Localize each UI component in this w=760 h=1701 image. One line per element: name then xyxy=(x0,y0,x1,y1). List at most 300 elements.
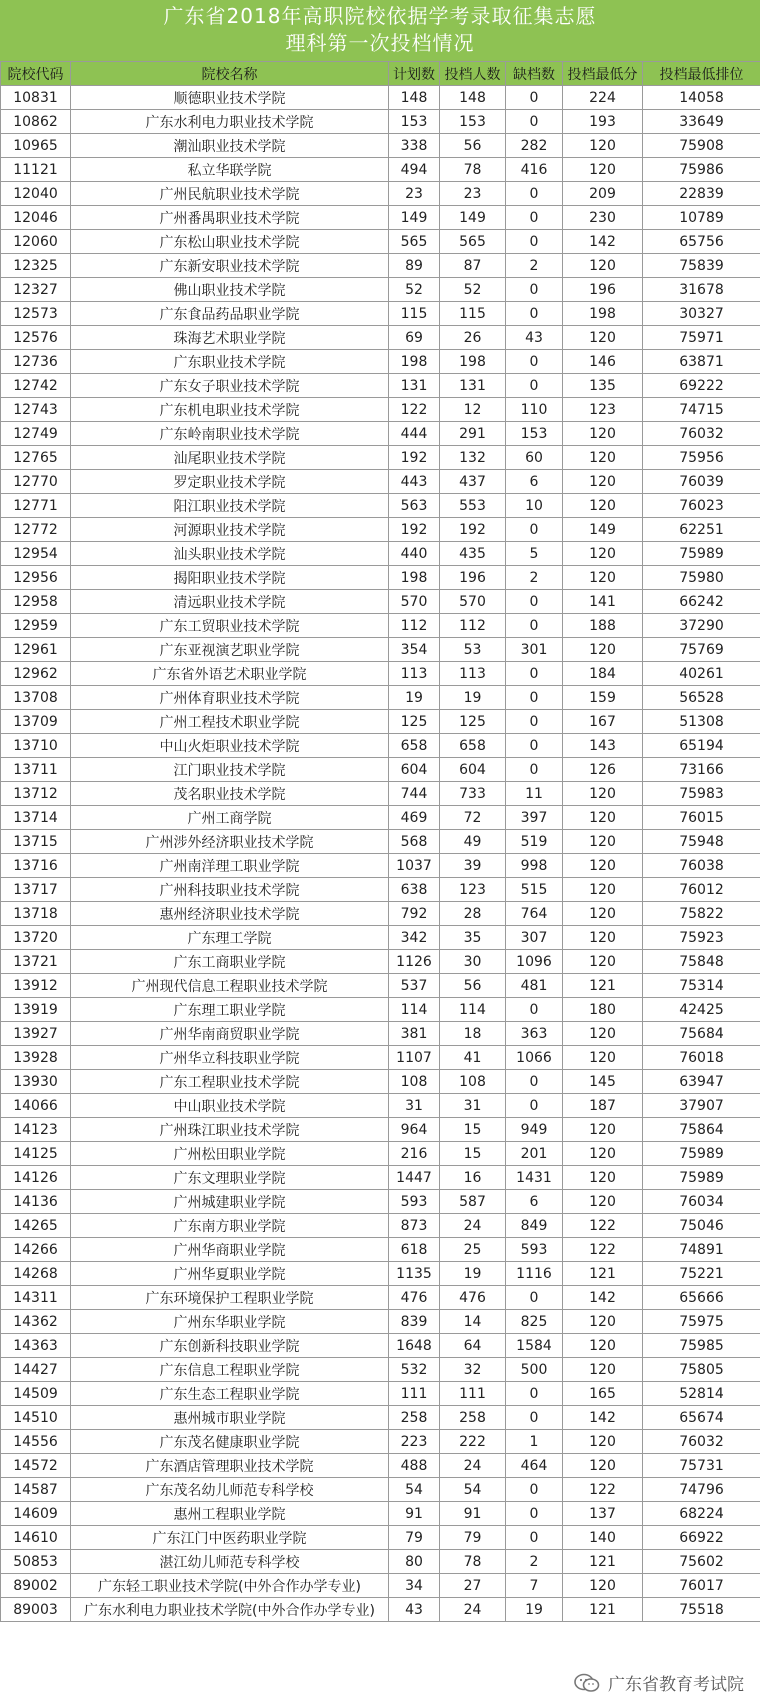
cell-plan-count: 354 xyxy=(389,638,440,662)
cell-school-code: 14266 xyxy=(1,1238,71,1262)
cell-min-score: 120 xyxy=(563,422,643,446)
table-row xyxy=(1,878,760,902)
cell-school-code: 10965 xyxy=(1,134,71,158)
cell-school-name: 广东信息工程职业学院 xyxy=(71,1358,389,1382)
cell-plan-count: 494 xyxy=(389,158,440,182)
cell-school-code: 14610 xyxy=(1,1526,71,1550)
cell-plan-count: 131 xyxy=(389,374,440,398)
cell-admitted-count: 18 xyxy=(440,1022,506,1046)
cell-school-code: 13711 xyxy=(1,758,71,782)
header-min-rank: 投档最低排位 xyxy=(643,62,760,86)
cell-plan-count: 79 xyxy=(389,1526,440,1550)
cell-min-score: 120 xyxy=(563,1454,643,1478)
cell-school-name: 汕尾职业技术学院 xyxy=(71,446,389,470)
cell-min-rank: 14058 xyxy=(643,86,760,110)
table-row xyxy=(1,1238,760,1262)
cell-admitted-count: 64 xyxy=(440,1334,506,1358)
title-banner xyxy=(0,0,760,61)
cell-school-name: 广州城建职业学院 xyxy=(71,1190,389,1214)
cell-shortfall-count: 1 xyxy=(506,1430,563,1454)
cell-plan-count: 1135 xyxy=(389,1262,440,1286)
cell-plan-count: 532 xyxy=(389,1358,440,1382)
cell-plan-count: 125 xyxy=(389,710,440,734)
cell-shortfall-count: 515 xyxy=(506,878,563,902)
cell-min-score: 142 xyxy=(563,1286,643,1310)
cell-shortfall-count: 282 xyxy=(506,134,563,158)
cell-shortfall-count: 153 xyxy=(506,422,563,446)
cell-admitted-count: 437 xyxy=(440,470,506,494)
cell-min-score: 187 xyxy=(563,1094,643,1118)
cell-min-score: 120 xyxy=(563,134,643,158)
cell-plan-count: 604 xyxy=(389,758,440,782)
cell-school-code: 13717 xyxy=(1,878,71,902)
cell-plan-count: 469 xyxy=(389,806,440,830)
table-row xyxy=(1,254,760,278)
cell-plan-count: 153 xyxy=(389,110,440,134)
cell-min-rank: 75989 xyxy=(643,1142,760,1166)
cell-min-score: 141 xyxy=(563,590,643,614)
cell-plan-count: 568 xyxy=(389,830,440,854)
cell-plan-count: 216 xyxy=(389,1142,440,1166)
cell-min-score: 165 xyxy=(563,1382,643,1406)
cell-school-code: 13930 xyxy=(1,1070,71,1094)
cell-school-code: 12736 xyxy=(1,350,71,374)
table-row xyxy=(1,1334,760,1358)
cell-school-code: 14427 xyxy=(1,1358,71,1382)
cell-admitted-count: 31 xyxy=(440,1094,506,1118)
cell-shortfall-count: 0 xyxy=(506,590,563,614)
cell-school-name: 广州体育职业技术学院 xyxy=(71,686,389,710)
cell-min-score: 120 xyxy=(563,1166,643,1190)
table-row xyxy=(1,1502,760,1526)
cell-school-code: 14265 xyxy=(1,1214,71,1238)
cell-plan-count: 148 xyxy=(389,86,440,110)
cell-min-score: 198 xyxy=(563,302,643,326)
cell-shortfall-count: 519 xyxy=(506,830,563,854)
cell-plan-count: 1107 xyxy=(389,1046,440,1070)
cell-shortfall-count: 416 xyxy=(506,158,563,182)
cell-school-name: 广东亚视演艺职业学院 xyxy=(71,638,389,662)
cell-min-score: 120 xyxy=(563,1118,643,1142)
cell-school-name: 广东职业技术学院 xyxy=(71,350,389,374)
cell-shortfall-count: 998 xyxy=(506,854,563,878)
cell-school-code: 12771 xyxy=(1,494,71,518)
footer xyxy=(0,1664,760,1701)
cell-school-code: 12060 xyxy=(1,230,71,254)
cell-min-score: 120 xyxy=(563,1358,643,1382)
cell-plan-count: 873 xyxy=(389,1214,440,1238)
cell-school-name: 广州珠江职业技术学院 xyxy=(71,1118,389,1142)
cell-shortfall-count: 397 xyxy=(506,806,563,830)
cell-school-code: 14268 xyxy=(1,1262,71,1286)
cell-school-code: 13720 xyxy=(1,926,71,950)
cell-min-rank: 66922 xyxy=(643,1526,760,1550)
cell-min-score: 137 xyxy=(563,1502,643,1526)
cell-plan-count: 113 xyxy=(389,662,440,686)
cell-plan-count: 89 xyxy=(389,254,440,278)
cell-min-rank: 37907 xyxy=(643,1094,760,1118)
cell-min-score: 121 xyxy=(563,1598,643,1622)
cell-school-code: 12742 xyxy=(1,374,71,398)
cell-min-score: 142 xyxy=(563,230,643,254)
cell-min-score: 209 xyxy=(563,182,643,206)
cell-school-name: 阳江职业技术学院 xyxy=(71,494,389,518)
cell-plan-count: 440 xyxy=(389,542,440,566)
cell-min-rank: 33649 xyxy=(643,110,760,134)
cell-plan-count: 54 xyxy=(389,1478,440,1502)
table-row xyxy=(1,422,760,446)
cell-admitted-count: 78 xyxy=(440,158,506,182)
cell-school-code: 12325 xyxy=(1,254,71,278)
table-row xyxy=(1,1382,760,1406)
table-row xyxy=(1,542,760,566)
cell-min-score: 184 xyxy=(563,662,643,686)
cell-min-rank: 75980 xyxy=(643,566,760,590)
admission-table xyxy=(0,61,760,1622)
table-row xyxy=(1,1310,760,1334)
cell-plan-count: 1648 xyxy=(389,1334,440,1358)
cell-plan-count: 80 xyxy=(389,1550,440,1574)
cell-school-name: 广州东华职业学院 xyxy=(71,1310,389,1334)
cell-min-score: 120 xyxy=(563,470,643,494)
table-row xyxy=(1,518,760,542)
cell-admitted-count: 222 xyxy=(440,1430,506,1454)
cell-admitted-count: 72 xyxy=(440,806,506,830)
cell-min-score: 120 xyxy=(563,494,643,518)
cell-shortfall-count: 0 xyxy=(506,614,563,638)
cell-shortfall-count: 0 xyxy=(506,710,563,734)
cell-school-name: 广东工商职业学院 xyxy=(71,950,389,974)
cell-min-rank: 76032 xyxy=(643,422,760,446)
cell-school-name: 广东轻工职业技术学院(中外合作办学专业) xyxy=(71,1574,389,1598)
table-row xyxy=(1,1046,760,1070)
table-row xyxy=(1,1430,760,1454)
cell-min-rank: 75986 xyxy=(643,158,760,182)
cell-school-code: 89003 xyxy=(1,1598,71,1622)
cell-school-code: 14125 xyxy=(1,1142,71,1166)
cell-admitted-count: 198 xyxy=(440,350,506,374)
cell-min-rank: 65194 xyxy=(643,734,760,758)
table-row xyxy=(1,614,760,638)
cell-min-rank: 68224 xyxy=(643,1502,760,1526)
cell-admitted-count: 16 xyxy=(440,1166,506,1190)
cell-min-score: 120 xyxy=(563,326,643,350)
cell-admitted-count: 132 xyxy=(440,446,506,470)
cell-plan-count: 122 xyxy=(389,398,440,422)
table-row xyxy=(1,230,760,254)
cell-school-code: 12573 xyxy=(1,302,71,326)
cell-school-name: 广州民航职业技术学院 xyxy=(71,182,389,206)
cell-min-score: 140 xyxy=(563,1526,643,1550)
cell-admitted-count: 12 xyxy=(440,398,506,422)
cell-min-score: 123 xyxy=(563,398,643,422)
cell-shortfall-count: 0 xyxy=(506,182,563,206)
cell-admitted-count: 113 xyxy=(440,662,506,686)
cell-admitted-count: 30 xyxy=(440,950,506,974)
table-row xyxy=(1,374,760,398)
cell-min-rank: 75989 xyxy=(643,1166,760,1190)
cell-admitted-count: 14 xyxy=(440,1310,506,1334)
cell-plan-count: 223 xyxy=(389,1430,440,1454)
cell-plan-count: 839 xyxy=(389,1310,440,1334)
cell-school-code: 12959 xyxy=(1,614,71,638)
cell-school-code: 12958 xyxy=(1,590,71,614)
cell-min-rank: 75314 xyxy=(643,974,760,998)
table-row xyxy=(1,206,760,230)
cell-min-score: 120 xyxy=(563,1142,643,1166)
table-row xyxy=(1,1358,760,1382)
table-row xyxy=(1,1094,760,1118)
cell-shortfall-count: 0 xyxy=(506,302,563,326)
cell-shortfall-count: 307 xyxy=(506,926,563,950)
cell-min-score: 120 xyxy=(563,1430,643,1454)
cell-admitted-count: 79 xyxy=(440,1526,506,1550)
cell-shortfall-count: 0 xyxy=(506,1382,563,1406)
cell-plan-count: 115 xyxy=(389,302,440,326)
cell-plan-count: 1037 xyxy=(389,854,440,878)
cell-plan-count: 198 xyxy=(389,350,440,374)
cell-admitted-count: 114 xyxy=(440,998,506,1022)
cell-school-code: 13714 xyxy=(1,806,71,830)
cell-shortfall-count: 500 xyxy=(506,1358,563,1382)
cell-min-rank: 31678 xyxy=(643,278,760,302)
cell-plan-count: 443 xyxy=(389,470,440,494)
table-row xyxy=(1,1286,760,1310)
cell-school-code: 12046 xyxy=(1,206,71,230)
cell-admitted-count: 291 xyxy=(440,422,506,446)
cell-plan-count: 19 xyxy=(389,686,440,710)
cell-min-score: 180 xyxy=(563,998,643,1022)
cell-school-name: 惠州城市职业学院 xyxy=(71,1406,389,1430)
cell-school-code: 10831 xyxy=(1,86,71,110)
cell-admitted-count: 32 xyxy=(440,1358,506,1382)
cell-admitted-count: 56 xyxy=(440,134,506,158)
cell-plan-count: 23 xyxy=(389,182,440,206)
cell-shortfall-count: 0 xyxy=(506,734,563,758)
cell-admitted-count: 24 xyxy=(440,1214,506,1238)
cell-plan-count: 342 xyxy=(389,926,440,950)
cell-school-name: 珠海艺术职业学院 xyxy=(71,326,389,350)
cell-admitted-count: 23 xyxy=(440,182,506,206)
cell-min-rank: 75985 xyxy=(643,1334,760,1358)
cell-plan-count: 570 xyxy=(389,590,440,614)
cell-min-rank: 74796 xyxy=(643,1478,760,1502)
cell-shortfall-count: 0 xyxy=(506,758,563,782)
cell-min-rank: 76015 xyxy=(643,806,760,830)
cell-school-code: 12961 xyxy=(1,638,71,662)
cell-school-name: 广东水利电力职业技术学院 xyxy=(71,110,389,134)
table-row xyxy=(1,1214,760,1238)
cell-school-name: 广东松山职业技术学院 xyxy=(71,230,389,254)
cell-plan-count: 258 xyxy=(389,1406,440,1430)
table-row xyxy=(1,1406,760,1430)
cell-admitted-count: 108 xyxy=(440,1070,506,1094)
table-row xyxy=(1,1070,760,1094)
cell-admitted-count: 587 xyxy=(440,1190,506,1214)
header-school-name: 院校名称 xyxy=(71,62,389,86)
table-row xyxy=(1,1454,760,1478)
cell-plan-count: 964 xyxy=(389,1118,440,1142)
cell-admitted-count: 153 xyxy=(440,110,506,134)
cell-school-name: 惠州经济职业技术学院 xyxy=(71,902,389,926)
cell-plan-count: 43 xyxy=(389,1598,440,1622)
cell-shortfall-count: 6 xyxy=(506,1190,563,1214)
table-row xyxy=(1,902,760,926)
cell-min-rank: 75602 xyxy=(643,1550,760,1574)
cell-min-rank: 22839 xyxy=(643,182,760,206)
cell-shortfall-count: 1431 xyxy=(506,1166,563,1190)
cell-min-score: 120 xyxy=(563,1022,643,1046)
cell-school-name: 广东新安职业技术学院 xyxy=(71,254,389,278)
table-row xyxy=(1,1022,760,1046)
table-row xyxy=(1,302,760,326)
cell-shortfall-count: 0 xyxy=(506,1478,563,1502)
cell-school-name: 广东酒店管理职业技术学院 xyxy=(71,1454,389,1478)
cell-min-rank: 42425 xyxy=(643,998,760,1022)
table-row xyxy=(1,974,760,998)
cell-min-score: 230 xyxy=(563,206,643,230)
cell-school-code: 13708 xyxy=(1,686,71,710)
cell-min-score: 193 xyxy=(563,110,643,134)
cell-school-code: 13712 xyxy=(1,782,71,806)
cell-plan-count: 565 xyxy=(389,230,440,254)
cell-school-name: 广州华南商贸职业学院 xyxy=(71,1022,389,1046)
table-row xyxy=(1,326,760,350)
cell-school-name: 广州涉外经济职业技术学院 xyxy=(71,830,389,854)
cell-school-name: 广东生态工程职业学院 xyxy=(71,1382,389,1406)
cell-shortfall-count: 0 xyxy=(506,662,563,686)
cell-school-code: 13928 xyxy=(1,1046,71,1070)
cell-min-rank: 75769 xyxy=(643,638,760,662)
table-row xyxy=(1,1118,760,1142)
cell-shortfall-count: 1066 xyxy=(506,1046,563,1070)
cell-shortfall-count: 363 xyxy=(506,1022,563,1046)
cell-school-name: 佛山职业技术学院 xyxy=(71,278,389,302)
cell-min-rank: 37290 xyxy=(643,614,760,638)
cell-shortfall-count: 593 xyxy=(506,1238,563,1262)
cell-school-name: 广州松田职业学院 xyxy=(71,1142,389,1166)
cell-min-rank: 75731 xyxy=(643,1454,760,1478)
table-header-row xyxy=(1,62,760,86)
cell-shortfall-count: 0 xyxy=(506,1406,563,1430)
cell-school-name: 清远职业技术学院 xyxy=(71,590,389,614)
cell-school-code: 13912 xyxy=(1,974,71,998)
cell-school-code: 14311 xyxy=(1,1286,71,1310)
cell-admitted-count: 131 xyxy=(440,374,506,398)
cell-school-code: 14066 xyxy=(1,1094,71,1118)
table-row xyxy=(1,806,760,830)
cell-shortfall-count: 0 xyxy=(506,206,563,230)
cell-min-rank: 76023 xyxy=(643,494,760,518)
cell-school-name: 广东食品药品职业学院 xyxy=(71,302,389,326)
cell-shortfall-count: 1096 xyxy=(506,950,563,974)
table-row xyxy=(1,1478,760,1502)
cell-shortfall-count: 0 xyxy=(506,1526,563,1550)
cell-admitted-count: 15 xyxy=(440,1142,506,1166)
cell-admitted-count: 27 xyxy=(440,1574,506,1598)
cell-school-code: 14362 xyxy=(1,1310,71,1334)
cell-shortfall-count: 301 xyxy=(506,638,563,662)
cell-school-code: 12749 xyxy=(1,422,71,446)
cell-school-code: 12954 xyxy=(1,542,71,566)
cell-school-code: 14556 xyxy=(1,1430,71,1454)
cell-admitted-count: 115 xyxy=(440,302,506,326)
cell-school-name: 广州华立科技职业学院 xyxy=(71,1046,389,1070)
cell-min-score: 120 xyxy=(563,1190,643,1214)
cell-school-name: 揭阳职业技术学院 xyxy=(71,566,389,590)
cell-min-score: 120 xyxy=(563,254,643,278)
cell-plan-count: 476 xyxy=(389,1286,440,1310)
cell-min-rank: 75221 xyxy=(643,1262,760,1286)
cell-admitted-count: 56 xyxy=(440,974,506,998)
cell-school-name: 广东南方职业学院 xyxy=(71,1214,389,1238)
cell-min-score: 120 xyxy=(563,566,643,590)
cell-shortfall-count: 19 xyxy=(506,1598,563,1622)
cell-admitted-count: 26 xyxy=(440,326,506,350)
cell-school-name: 惠州工程职业学院 xyxy=(71,1502,389,1526)
cell-school-name: 广东环境保护工程职业学院 xyxy=(71,1286,389,1310)
cell-min-rank: 75518 xyxy=(643,1598,760,1622)
cell-min-rank: 75684 xyxy=(643,1022,760,1046)
cell-school-name: 广东女子职业技术学院 xyxy=(71,374,389,398)
cell-shortfall-count: 1116 xyxy=(506,1262,563,1286)
cell-shortfall-count: 0 xyxy=(506,518,563,542)
table-body xyxy=(1,86,760,1622)
cell-plan-count: 444 xyxy=(389,422,440,446)
cell-admitted-count: 125 xyxy=(440,710,506,734)
cell-plan-count: 381 xyxy=(389,1022,440,1046)
cell-shortfall-count: 0 xyxy=(506,350,563,374)
cell-min-rank: 75848 xyxy=(643,950,760,974)
cell-admitted-count: 570 xyxy=(440,590,506,614)
cell-min-score: 188 xyxy=(563,614,643,638)
cell-admitted-count: 565 xyxy=(440,230,506,254)
cell-school-name: 湛江幼儿师范专科学校 xyxy=(71,1550,389,1574)
cell-school-name: 广东理工职业学院 xyxy=(71,998,389,1022)
cell-min-score: 135 xyxy=(563,374,643,398)
cell-admitted-count: 49 xyxy=(440,830,506,854)
cell-school-code: 12765 xyxy=(1,446,71,470)
cell-admitted-count: 192 xyxy=(440,518,506,542)
cell-admitted-count: 258 xyxy=(440,1406,506,1430)
cell-admitted-count: 112 xyxy=(440,614,506,638)
cell-admitted-count: 87 xyxy=(440,254,506,278)
table-row xyxy=(1,926,760,950)
table-row xyxy=(1,1574,760,1598)
table-row xyxy=(1,830,760,854)
cell-school-code: 12743 xyxy=(1,398,71,422)
cell-plan-count: 52 xyxy=(389,278,440,302)
watermark xyxy=(574,1670,744,1695)
cell-admitted-count: 435 xyxy=(440,542,506,566)
cell-plan-count: 69 xyxy=(389,326,440,350)
table-row xyxy=(1,134,760,158)
cell-min-rank: 75046 xyxy=(643,1214,760,1238)
cell-min-rank: 76018 xyxy=(643,1046,760,1070)
cell-min-score: 120 xyxy=(563,1334,643,1358)
table-row xyxy=(1,854,760,878)
cell-plan-count: 108 xyxy=(389,1070,440,1094)
cell-min-rank: 75948 xyxy=(643,830,760,854)
cell-shortfall-count: 11 xyxy=(506,782,563,806)
cell-school-name: 广州南洋理工职业学院 xyxy=(71,854,389,878)
cell-min-score: 167 xyxy=(563,710,643,734)
cell-plan-count: 91 xyxy=(389,1502,440,1526)
cell-admitted-count: 91 xyxy=(440,1502,506,1526)
cell-admitted-count: 476 xyxy=(440,1286,506,1310)
cell-school-name: 广州现代信息工程职业技术学院 xyxy=(71,974,389,998)
cell-min-rank: 74715 xyxy=(643,398,760,422)
